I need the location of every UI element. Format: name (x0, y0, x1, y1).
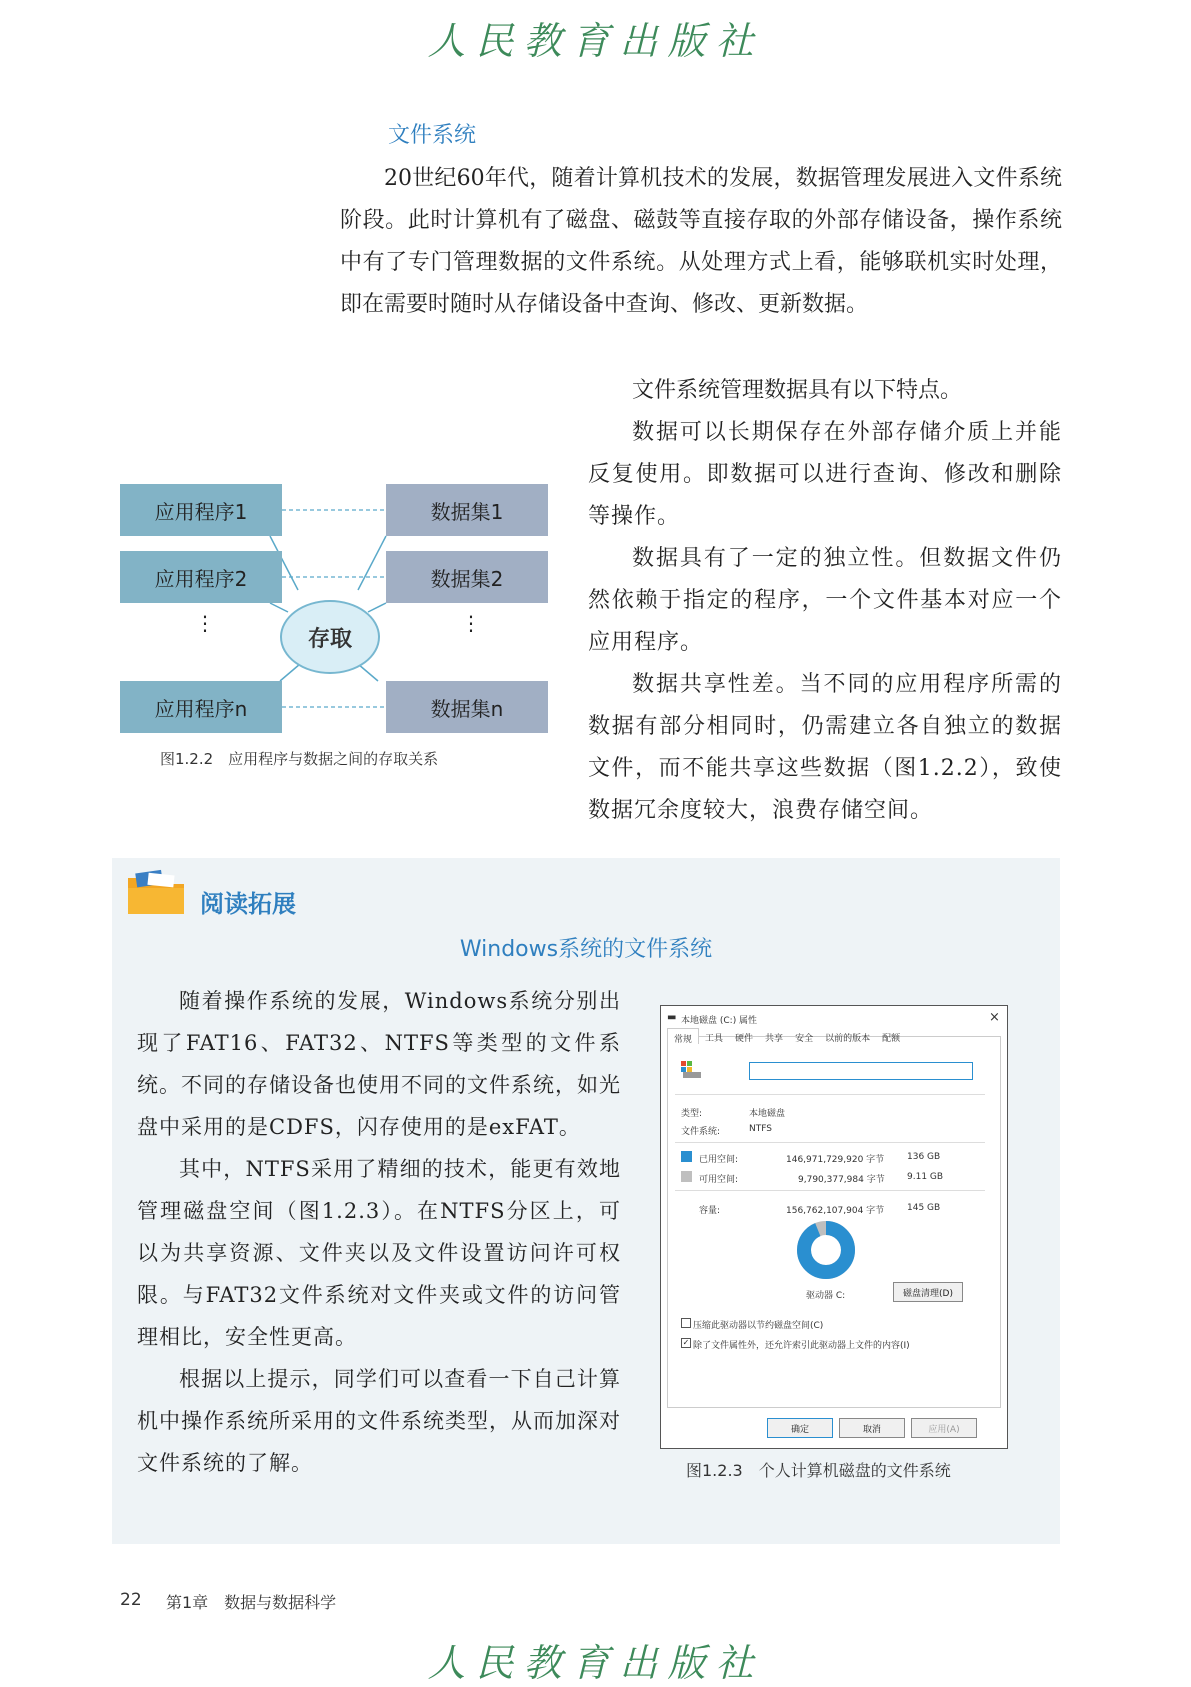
capacity-gb: 145 GB (907, 1203, 941, 1213)
type-label: 类型: (681, 1109, 703, 1119)
reading-header: 阅读拓展 (200, 890, 296, 918)
tab-hardware[interactable]: 硬件 (735, 1034, 754, 1044)
used-space-gb: 136 GB (907, 1152, 941, 1162)
folder-icon (126, 868, 186, 916)
used-color-swatch (681, 1151, 692, 1162)
divider (675, 1190, 985, 1191)
feature-3: 数据共享性差。当不同的应用程序所需的数据有部分相同时，仍需建立各自独立的数据文件，而不能共享这些数据（图1.2.2），致使数据冗余度较大，浪费存储空间。 (588, 672, 1062, 823)
dialog-close-icon[interactable]: × (989, 1010, 1000, 1025)
tab-bar (667, 1028, 906, 1044)
cancel-button[interactable]: 取消 (839, 1418, 905, 1438)
drive-letter-label: 驱动器 C: (806, 1291, 846, 1301)
reading-paragraph-2: 其中，NTFS采用了精细的技术，能更有效地管理磁盘空间（图1.2.3）。在NTFS分区上，可以为共享资源、文件夹以及文件设置访问许可权限。与FAT32文件系统对文件夹或文件的访问管理相比，安全性更高。 (137, 1157, 621, 1349)
disk-cleanup-button[interactable]: 磁盘清理(D) (893, 1282, 963, 1302)
intro-paragraph (340, 158, 1062, 326)
free-color-swatch (681, 1171, 692, 1182)
tab-quota[interactable]: 配额 (882, 1034, 901, 1044)
app-box-n: 应用程序n (120, 681, 282, 733)
features-column (588, 370, 1062, 832)
index-label: 除了文件属性外，还允许索引此驱动器上文件的内容(I) (693, 1341, 910, 1351)
figure-1-2-2-caption: 图1.2.2 应用程序与数据之间的存取关系 (160, 750, 439, 768)
app-box-2: 应用程序2 (120, 551, 282, 603)
tab-tools[interactable]: 工具 (705, 1034, 724, 1044)
free-space-bytes: 9,790,377,984 字节 (798, 1175, 885, 1185)
chapter-label: 第1章 数据与数据科学 (166, 1593, 337, 1612)
apply-button[interactable]: 应用(A) (911, 1418, 977, 1438)
section-title: 文件系统 (388, 123, 477, 148)
dialog-drive-icon: ▬ (667, 1012, 677, 1023)
reading-subtitle: Windows系统的文件系统 (459, 937, 713, 962)
access-diagram (120, 484, 530, 744)
disk-usage-donut (794, 1218, 858, 1282)
filesystem-value: NTFS (749, 1124, 772, 1134)
used-space-bytes: 146,971,729,920 字节 (786, 1155, 885, 1165)
app-ellipsis: ⋮ (195, 611, 215, 635)
data-box-1: 数据集1 (386, 484, 548, 536)
reading-text (137, 980, 621, 1484)
data-box-n: 数据集n (386, 681, 548, 733)
feature-2: 数据具有了一定的独立性。但数据文件仍然依赖于指定的程序，一个文件基本对应一个应用程序。 (588, 546, 1062, 655)
compress-checkbox[interactable] (681, 1318, 691, 1328)
data-box-2: 数据集2 (386, 551, 548, 603)
capacity-bytes: 156,762,107,904 字节 (786, 1206, 885, 1216)
intro-text: 20世纪60年代，随着计算机技术的发展，数据管理发展进入文件系统阶段。此时计算机有了磁盘、磁鼓等直接存取的外部存储设备，操作系统中有了专门管理数据的文件系统。从处理方式上看，能够联机实时处理，即在需要时随时从存储设备中查询、修改、更新数据。 (340, 166, 1062, 317)
reading-paragraph-3: 根据以上提示，同学们可以查看一下自己计算机中操作系统所采用的文件系统类型，从而加深对文件系统的了解。 (137, 1367, 621, 1475)
divider (675, 1094, 985, 1095)
index-checkbox[interactable]: ✓ (682, 1338, 690, 1347)
publisher-logo-top: 人民教育出版社 (427, 19, 764, 63)
tab-security[interactable]: 安全 (795, 1034, 814, 1044)
tab-sharing[interactable]: 共享 (765, 1034, 784, 1044)
drive-icon (681, 1061, 703, 1079)
tab-general[interactable]: 常规 (667, 1028, 699, 1044)
capacity-label: 容量: (699, 1206, 721, 1216)
dialog-title: 本地磁盘 (C:) 属性 (681, 1016, 758, 1026)
free-space-gb: 9.11 GB (907, 1172, 944, 1182)
figure-1-2-3-caption: 图1.2.3 个人计算机磁盘的文件系统 (686, 1461, 951, 1480)
disk-properties-dialog (660, 1005, 1008, 1449)
filesystem-label: 文件系统: (681, 1127, 721, 1137)
features-lead: 文件系统管理数据具有以下特点。 (632, 378, 963, 403)
app-box-1: 应用程序1 (120, 484, 282, 536)
access-circle: 存取 (280, 600, 380, 674)
divider (675, 1142, 985, 1143)
used-space-label: 已用空间: (699, 1155, 739, 1165)
tab-previous-versions[interactable]: 以前的版本 (825, 1034, 871, 1044)
page-number: 22 (120, 1590, 142, 1610)
publisher-logo-bottom: 人民教育出版社 (427, 1641, 764, 1685)
free-space-label: 可用空间: (699, 1175, 739, 1185)
drive-name-input[interactable] (749, 1062, 973, 1080)
feature-1: 数据可以长期保存在外部存储介质上并能反复使用。即数据可以进行查询、修改和删除等操作。 (588, 420, 1062, 529)
ok-button[interactable]: 确定 (767, 1418, 833, 1438)
type-value: 本地磁盘 (749, 1109, 786, 1119)
compress-label: 压缩此驱动器以节约磁盘空间(C) (693, 1321, 824, 1331)
data-ellipsis: ⋮ (461, 611, 481, 635)
reading-paragraph-1: 随着操作系统的发展，Windows系统分别出现了FAT16、FAT32、NTFS等类型的文件系统。不同的存储设备也使用不同的文件系统，如光盘中采用的是CDFS，闪存使用的是exFAT。 (137, 989, 621, 1139)
